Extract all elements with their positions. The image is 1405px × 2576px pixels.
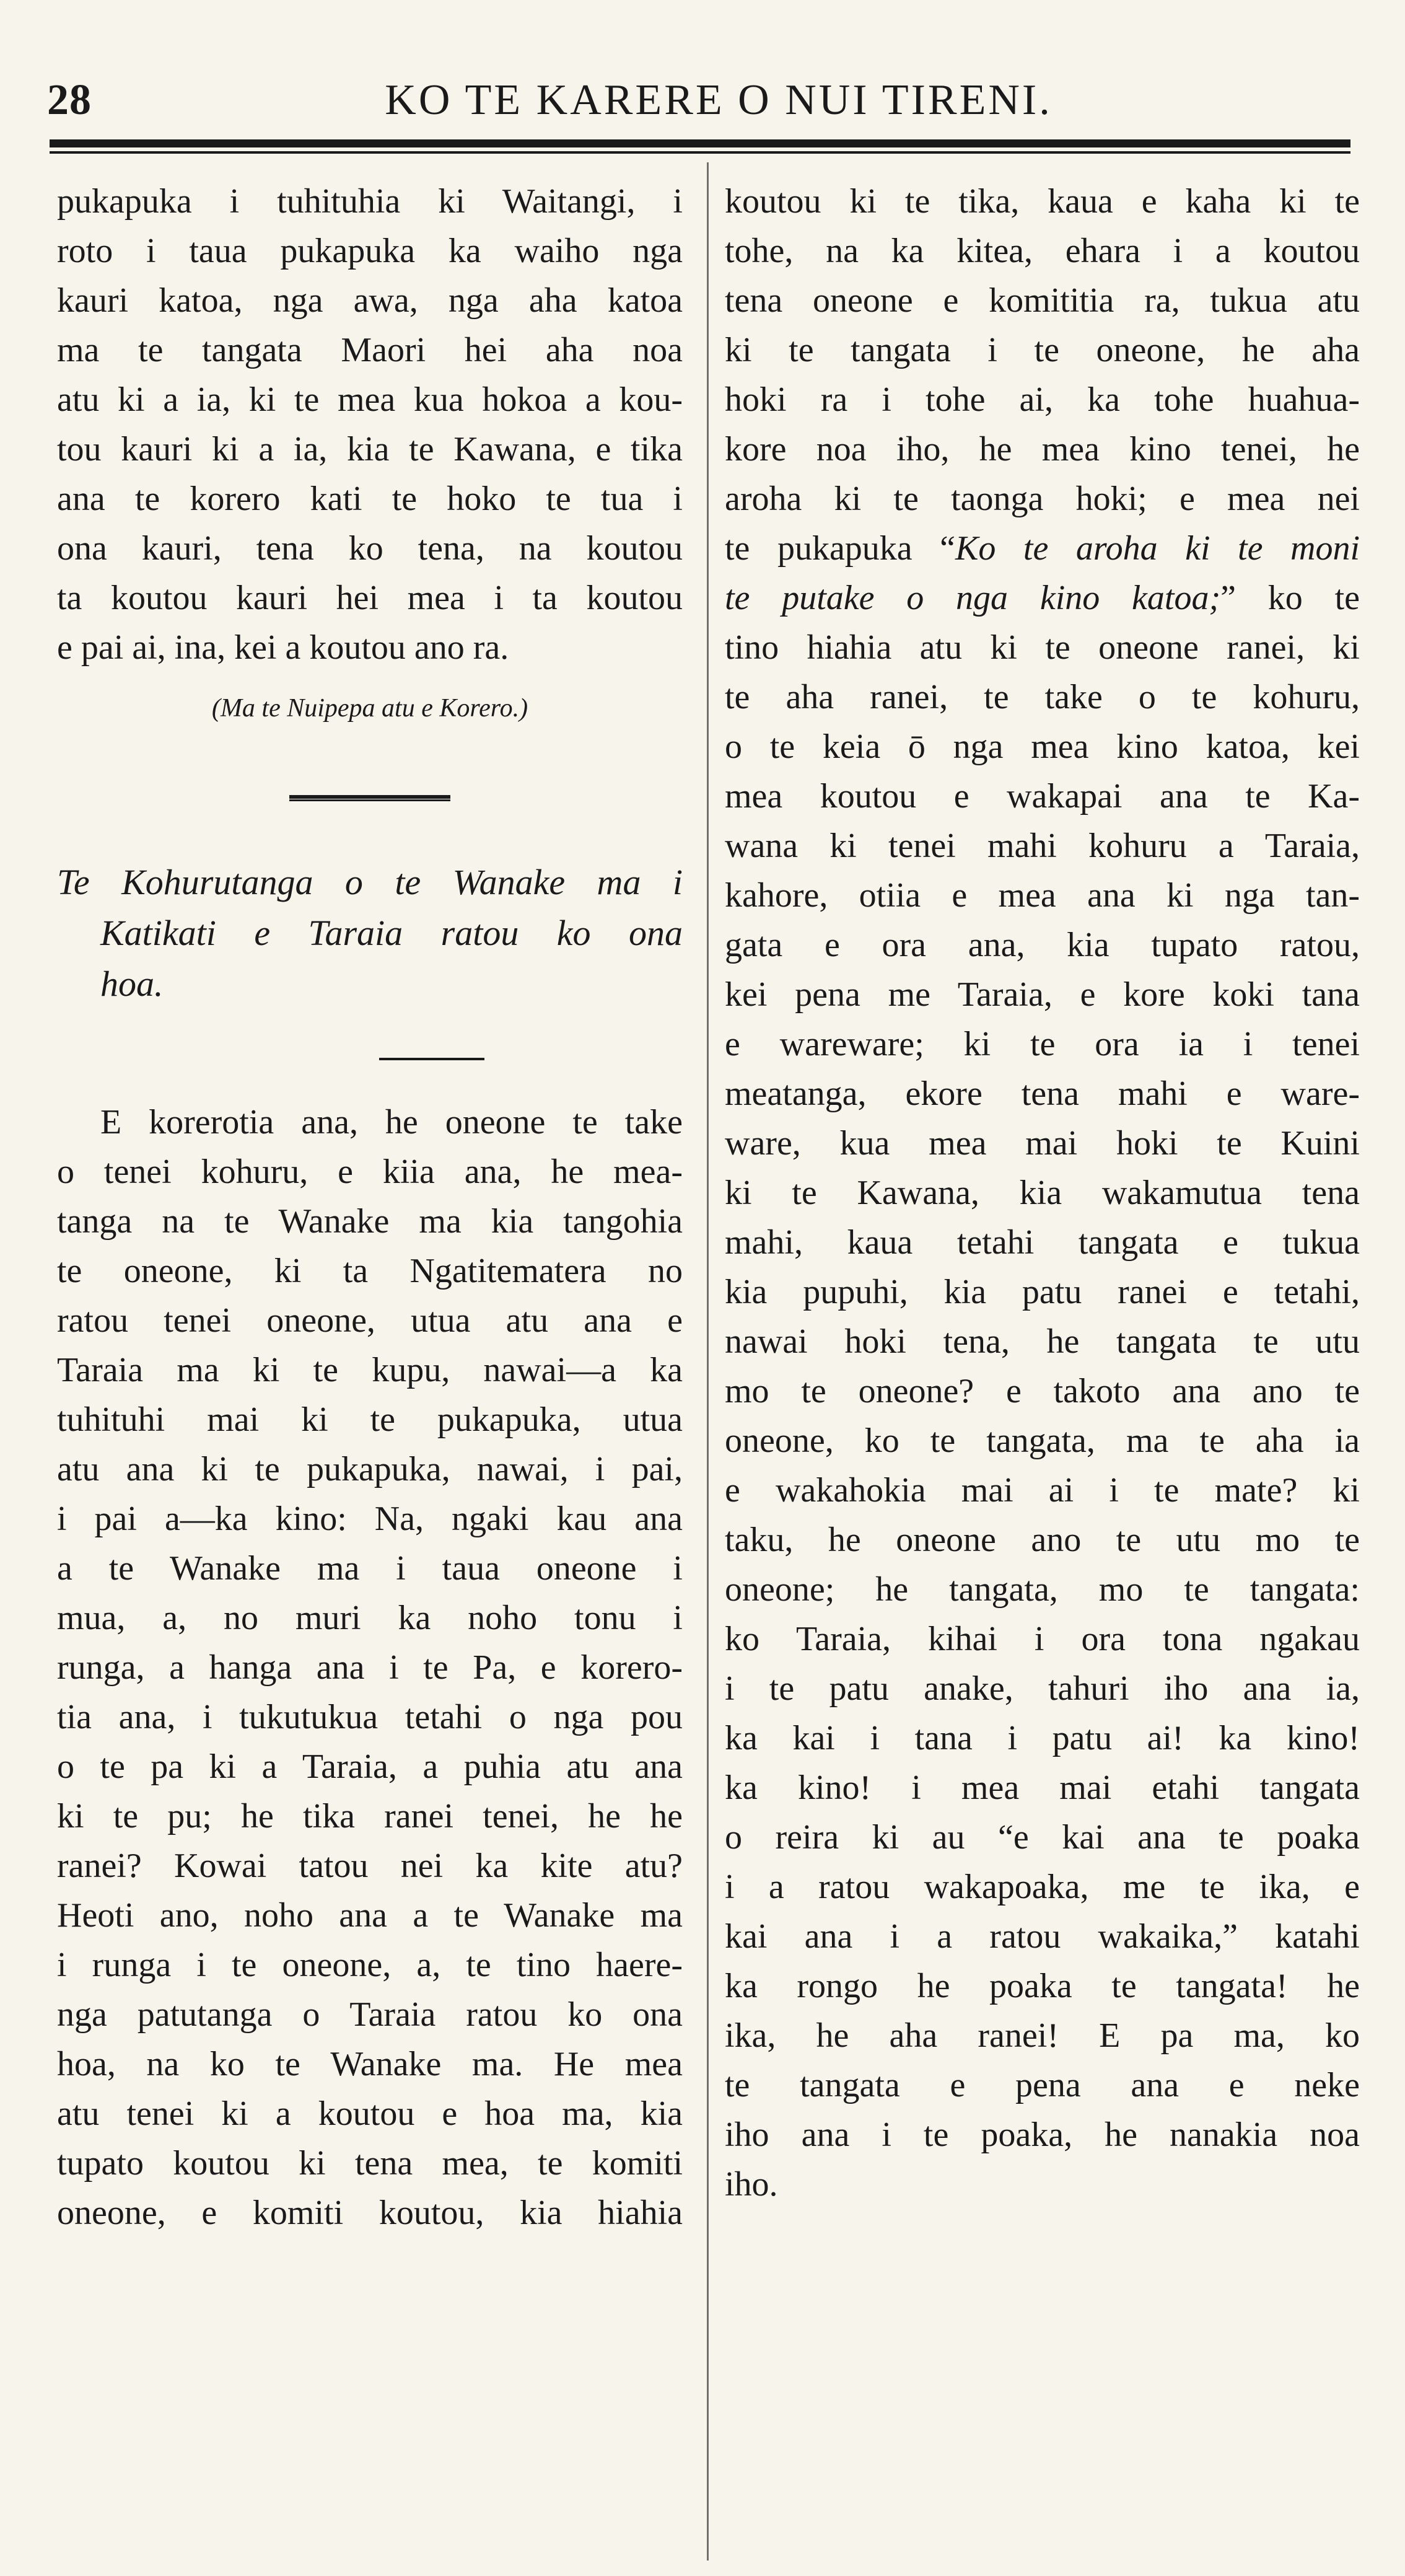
section-separator-rule	[289, 795, 450, 801]
text-line: ranei? Kowai tatou nei ka kite atu?	[57, 1847, 683, 1885]
text-line: e pai ai, ina, kei a koutou ano ra.	[57, 628, 509, 667]
text-line: mua, a, no muri ka noho tonu i	[57, 1599, 683, 1637]
text-line: atu tenei ki a koutou e hoa ma, kia	[57, 2095, 683, 2133]
article-body	[57, 1097, 683, 2238]
quote-italic: Ko te aroha ki te moni	[955, 529, 1360, 568]
text-line: kia pupuhi, kia patu ranei e tetahi,	[725, 1273, 1360, 1311]
header-rule-thin	[50, 151, 1350, 154]
text-line: ratou tenei oneone, utua atu ana e	[57, 1301, 683, 1340]
text-line: wana ki tenei mahi kohuru a Taraia,	[725, 827, 1360, 865]
text-line: o te pa ki a Taraia, a puhia atu ana	[57, 1747, 683, 1786]
text-line: E korerotia ana, he oneone te take	[100, 1103, 683, 1141]
text-line: pukapuka i tuhituhia ki Waitangi, i	[57, 182, 683, 221]
heading-rule	[379, 1058, 484, 1060]
text-line: i a ratou wakapoaka, me te ika, e	[725, 1868, 1360, 1906]
text-line: koutou ki te tika, kaua e kaha ki te	[725, 182, 1360, 221]
text-line: nawai hoki tena, he tangata te utu	[725, 1322, 1360, 1361]
continued-article	[57, 177, 683, 672]
text-line: ana te korero kati te hoko te tua i	[57, 480, 683, 518]
text-line: ware, kua mea mai hoki te Kuini	[725, 1124, 1360, 1163]
column-divider	[707, 162, 709, 2561]
text-line: kai ana i a ratou wakaika,” katahi	[725, 1917, 1360, 1956]
text-line: kei pena me Taraia, e kore koki tana	[725, 975, 1360, 1014]
text-line: i te patu anake, tahuri iho ana ia,	[725, 1669, 1360, 1708]
text-line: o reira ki au “e kai ana te poaka	[725, 1818, 1360, 1857]
text-line: Heoti ano, noho ana a te Wanake ma	[57, 1896, 683, 1935]
text-line: ko Taraia, kihai i ora tona ngakau	[725, 1620, 1360, 1658]
article-heading	[57, 857, 683, 1009]
left-column	[57, 177, 683, 2238]
page-header	[25, 67, 1363, 135]
text-line: hoa, na ko te Wanake ma. He mea	[57, 2045, 683, 2083]
text-line: iho.	[725, 2165, 778, 2204]
text-line: tohe, na ka kitea, ehara i a koutou	[725, 232, 1360, 270]
text-line: tanga na te Wanake ma kia tangohia	[57, 1202, 683, 1241]
text-line: kahore, otiia e mea ana ki nga tan-	[725, 876, 1360, 915]
text-line: kauri katoa, nga awa, nga aha katoa	[57, 281, 683, 320]
text-line: te tangata e pena ana e neke	[725, 2066, 1360, 2104]
text-line: taku, he oneone ano te utu mo te	[725, 1521, 1360, 1559]
right-column	[725, 177, 1360, 2209]
text-line: atu ki a ia, ki te mea kua hokoa a kou-	[57, 380, 683, 419]
text-line: ta koutou kauri hei mea i ta koutou	[57, 579, 683, 617]
text-line: iho ana i te poaka, he nanakia noa	[725, 2116, 1360, 2154]
page-number: 28	[47, 76, 92, 124]
text-line: ona kauri, tena ko tena, na koutou	[57, 529, 683, 568]
text-line: tino hiahia atu ki te oneone ranei, ki	[725, 628, 1360, 667]
text-line: ki te tangata i te oneone, he aha	[725, 331, 1360, 369]
quote-suffix: ” ko te	[1220, 579, 1360, 617]
text-line: nga patutanga o Taraia ratou ko ona	[57, 1995, 683, 2034]
text-line: mea koutou e wakapai ana te Ka-	[725, 777, 1360, 815]
text-line: mo te oneone? e takoto ana ano te	[725, 1372, 1360, 1410]
text-line: o tenei kohuru, e kiia ana, he mea-	[57, 1153, 683, 1191]
text-line: ki te pu; he tika ranei tenei, he he	[57, 1797, 683, 1835]
text-line: i runga i te oneone, a, te tino haere-	[57, 1946, 683, 1984]
header-rule-thick	[50, 139, 1350, 147]
text-line: atu ana ki te pukapuka, nawai, i pai,	[57, 1450, 683, 1488]
text-line: hoki ra i tohe ai, ka tohe huahua-	[725, 380, 1360, 419]
heading-line: Te Kohurutanga o te Wanake ma i	[57, 862, 683, 902]
text-line: gata e ora ana, kia tupato ratou,	[725, 926, 1360, 964]
text-line: kore noa iho, he mea kino tenei, he	[725, 430, 1360, 468]
text-line: oneone; he tangata, mo te tangata:	[725, 1570, 1360, 1609]
quote-line	[725, 524, 1360, 573]
text-line: tou kauri ki a ia, kia te Kawana, e tika	[57, 430, 683, 468]
text-line: meatanga, ekore tena mahi e ware-	[725, 1075, 1360, 1113]
text-line: ka rongo he poaka te tangata! he	[725, 1967, 1360, 2005]
text-line: i pai a—ka kino: Na, ngaki kau ana	[57, 1500, 683, 1538]
text-line: Taraia ma ki te kupu, nawai—a ka	[57, 1351, 683, 1389]
text-line: ka kai i tana i patu ai! ka kino!	[725, 1719, 1360, 1757]
text-line: oneone, ko te tangata, ma te aha ia	[725, 1422, 1360, 1460]
quote-line	[725, 573, 1360, 623]
text-line: ki te Kawana, kia wakamutua tena	[725, 1174, 1360, 1212]
text-line: tia ana, i tukutukua tetahi o nga pou	[57, 1698, 683, 1736]
text-line: runga, a hanga ana i te Pa, e korero-	[57, 1648, 683, 1687]
quote-prefix: te pukapuka “	[725, 529, 956, 568]
text-line: aroha ki te taonga hoki; e mea nei	[725, 480, 1360, 518]
source-credit: (Ma te Nuipepa atu e Korero.)	[211, 694, 528, 723]
text-line: o te keia ō nga mea kino katoa, kei	[725, 728, 1360, 766]
text-line: e wareware; ki te ora ia i tenei	[725, 1025, 1360, 1063]
text-line: ka kino! i mea mai etahi tangata	[725, 1769, 1360, 1807]
text-line: ma te tangata Maori hei aha noa	[57, 331, 683, 369]
quote-italic: te putake o nga kino katoa;	[725, 579, 1221, 617]
text-line: oneone, e komiti koutou, kia hiahia	[57, 2194, 683, 2232]
text-line: a te Wanake ma i taua oneone i	[57, 1549, 683, 1588]
text-line: e wakahokia mai ai i te mate? ki	[725, 1471, 1360, 1510]
running-title: KO TE KARERE O NUI TIRENI.	[385, 76, 1053, 124]
text-line: ika, he aha ranei! E pa ma, ko	[725, 2016, 1360, 2055]
text-line: roto i taua pukapuka ka waiho nga	[57, 232, 683, 270]
text-line: mahi, kaua tetahi tangata e tukua	[725, 1223, 1360, 1262]
text-line: tupato koutou ki tena mea, te komiti	[57, 2144, 683, 2183]
heading-line: hoa.	[100, 964, 164, 1004]
text-line: tuhituhi mai ki te pukapuka, utua	[57, 1400, 683, 1439]
heading-line: Katikati e Taraia ratou ko ona	[100, 913, 683, 953]
text-line: tena oneone e komititia ra, tukua atu	[725, 281, 1360, 320]
text-line: te aha ranei, te take o te kohuru,	[725, 678, 1360, 716]
text-line: te oneone, ki ta Ngatitematera no	[57, 1252, 683, 1290]
